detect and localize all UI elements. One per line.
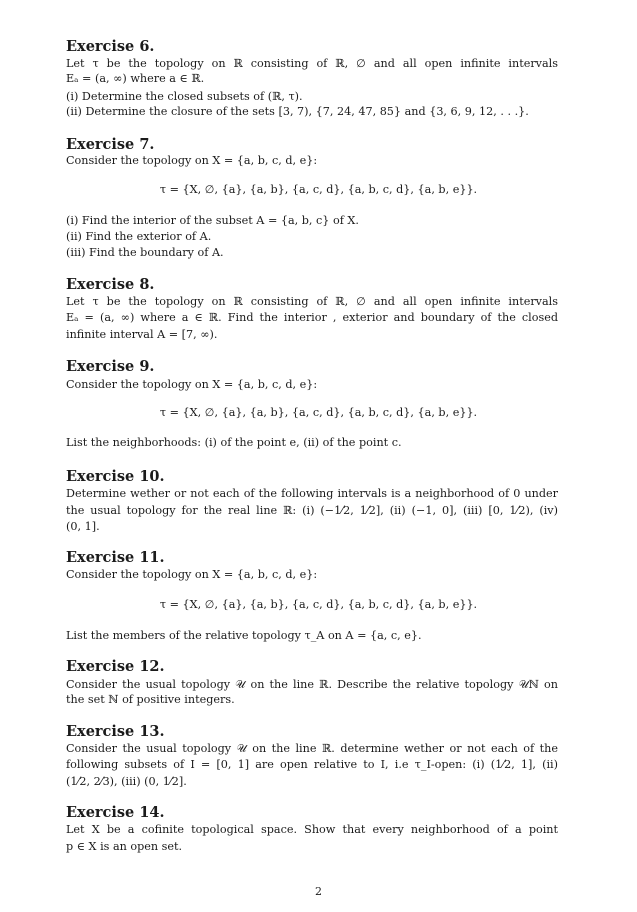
exercise-6-line-2: Eₐ = (a, ∞) where a ∈ ℝ. (66, 72, 205, 85)
exercise-9-line-1: List the neighborhoods: (i) of the point e, (ii) of the point c. (66, 436, 402, 449)
exercise-13-line-3: (1⁄2, 2⁄3), (iii) (0, 1⁄2]. (66, 775, 187, 788)
exercise-8-line-3: infinite interval A = [7, ∞). (66, 328, 218, 341)
exercise-6-line-4: (ii) Determine the closure of the sets [3, 7), {7, 24, 47, 85} and {3, 6, 9, 12, . . .}. (66, 105, 529, 118)
exercise-13-line-1: Consider the usual topology 𝒰 on the line ℝ. determine wether or not each of the (66, 742, 558, 755)
exercise-7-line-2: (ii) Find the exterior of A. (66, 230, 212, 243)
exercise-11-intro: Consider the topology on X = {a, b, c, d, e}: (66, 568, 318, 581)
exercise-7-topology-display: τ = {X, ∅, {a}, {a, b}, {a, c, d}, {a, b, c, d}, {a, b, e}}. (159, 183, 478, 196)
exercise-14-title: Exercise 14. (66, 804, 165, 821)
exercise-14-line-2: p ∈ X is an open set. (66, 840, 183, 853)
exercise-7-title: Exercise 7. (66, 136, 155, 153)
exercise-10-line-2: the usual topology for the real line ℝ: (i) (−1⁄2, 1⁄2], (ii) (−1, 0], (iii) [0, 1⁄2), (iv) (66, 504, 558, 517)
exercise-8-line-2: Eₐ = (a, ∞) where a ∈ ℝ. Find the interior , exterior and boundary of the closed (66, 311, 558, 324)
exercise-6-line-1: Let τ be the topology on ℝ consisting of ℝ, ∅ and all open infinite intervals (66, 57, 558, 70)
exercise-9-intro: Consider the topology on X = {a, b, c, d, e}: (66, 378, 318, 391)
exercise-11-topology-display: τ = {X, ∅, {a}, {a, b}, {a, c, d}, {a, b, c, d}, {a, b, e}}. (159, 598, 478, 611)
exercise-11-title: Exercise 11. (66, 549, 165, 566)
exercise-14-line-1: Let X be a cofinite topological space. Show that every neighborhood of a point (66, 823, 558, 836)
exercise-10-title: Exercise 10. (66, 468, 165, 485)
exercise-13-title: Exercise 13. (66, 723, 165, 740)
exercise-7-line-1: (i) Find the interior of the subset A = {a, b, c} of X. (66, 214, 359, 227)
page-number: 2 (315, 885, 322, 898)
exercise-12-line-1: Consider the usual topology 𝒰 on the line ℝ. Describe the relative topology 𝒰ℕ on (66, 678, 558, 691)
exercise-7-intro: Consider the topology on X = {a, b, c, d, e}: (66, 154, 318, 167)
exercise-8-line-1: Let τ be the topology on ℝ consisting of ℝ, ∅ and all open infinite intervals (66, 295, 558, 308)
exercise-13-line-2: following subsets of I = [0, 1] are open relative to I, i.e τ_I-open: (i) (1⁄2, 1], (ii) (66, 758, 558, 771)
exercise-8-title: Exercise 8. (66, 276, 155, 293)
exercise-9-title: Exercise 9. (66, 358, 155, 375)
exercise-6-line-3: (i) Determine the closed subsets of (ℝ, τ). (66, 90, 303, 103)
exercise-12-title: Exercise 12. (66, 658, 165, 675)
exercise-10-line-3: (0, 1]. (66, 520, 100, 533)
exercise-12-line-2: the set ℕ of positive integers. (66, 693, 235, 706)
exercise-11-line-1: List the members of the relative topology τ_A on A = {a, c, e}. (66, 629, 422, 642)
exercise-9-topology-display: τ = {X, ∅, {a}, {a, b}, {a, c, d}, {a, b, c, d}, {a, b, e}}. (159, 406, 478, 419)
exercise-6-title: Exercise 6. (66, 38, 155, 55)
exercise-7-line-3: (iii) Find the boundary of A. (66, 246, 224, 259)
exercise-10-line-1: Determine wether or not each of the following intervals is a neighborhood of 0 under (66, 487, 558, 500)
